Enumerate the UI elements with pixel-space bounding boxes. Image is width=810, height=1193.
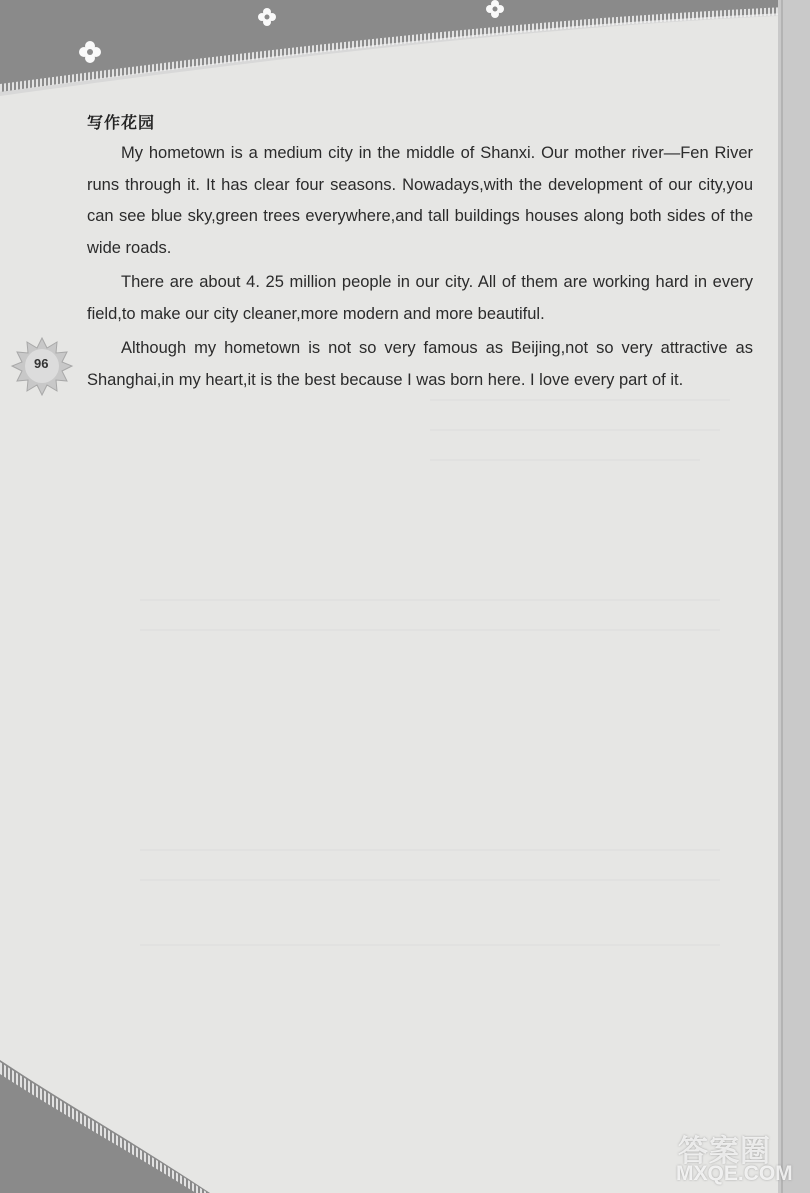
watermark-logo-text: 答案圈 — [678, 1134, 771, 1169]
page-number: 96 — [34, 356, 49, 371]
essay-body — [87, 138, 753, 399]
watermark-domain: MXQE.COM — [676, 1162, 793, 1185]
paragraph-1: My hometown is a medium city in the middle of Shanxi. Our mother river—Fen River runs through it. It has clear four seasons. Nowadays,with the development of our city,you can see blue sky,green trees everywhere,and tall buildings houses along both sides of the wide roads. — [87, 144, 753, 257]
paragraph-3: Although my hometown is not so very famous as Beijing,not so very attractive as Shanghai,in my heart,it is the best because I was born here. I love every part of it. — [87, 339, 753, 389]
paragraph-2: There are about 4. 25 million people in our city. All of them are working hard in every field,to make our city cleaner,more modern and more beautiful. — [87, 273, 753, 323]
section-heading: 写作花园 — [87, 113, 156, 132]
